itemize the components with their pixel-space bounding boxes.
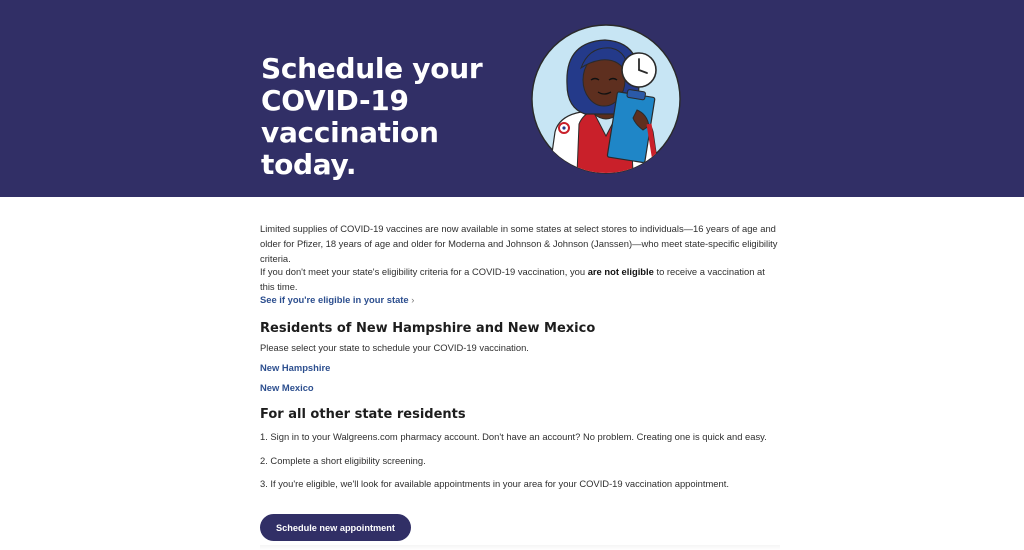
step-screening: 2. Complete a short eligibility screening. <box>260 455 426 466</box>
state-link-new-hampshire[interactable]: New Hampshire <box>260 362 331 373</box>
footer-shadow <box>260 545 780 550</box>
state-link-new-mexico[interactable]: New Mexico <box>260 382 314 393</box>
eligibility-notice-text: If you don't meet your state's eligibility criteria for a COVID-19 vaccination, you <box>260 266 588 277</box>
page-title <box>261 53 531 181</box>
pharmacist-illustration-icon <box>531 24 681 174</box>
intro-paragraph: Limited supplies of COVID-19 vaccines are now available in some states at select stores to individuals—16 years of age and older for Pfizer, 18 years of age and older for Moderna and Johnson & Johnson (Janssen)—who meet state-specific eligibility criteria. <box>260 223 778 264</box>
page-title-line-2: COVID-19 <box>261 84 409 117</box>
hero-banner <box>0 0 1024 197</box>
eligibility-notice <box>260 264 780 294</box>
schedule-appointment-button[interactable]: Schedule new appointment <box>260 514 411 541</box>
page-title-line-3: vaccination today. <box>261 116 439 181</box>
eligibility-notice-text-end: to receive a vaccination at this time. <box>260 266 765 292</box>
not-eligible-emphasis: are not eligible <box>587 266 654 277</box>
other-residents-heading: For all other state residents <box>260 407 466 422</box>
page-title-line-1: Schedule your <box>261 52 483 85</box>
eligibility-link[interactable] <box>260 293 414 307</box>
state-select-instruction: Please select your state to schedule your COVID-19 vaccination. <box>260 342 529 353</box>
step-sign-in: 1. Sign in to your Walgreens.com pharmacy account. Don't have an account? No problem. Creating one is quick and easy. <box>260 431 767 442</box>
chevron-right-icon: › <box>411 294 415 305</box>
step-appointments: 3. If you're eligible, we'll look for available appointments in your area for your COVID-19 vaccination appointment. <box>260 478 729 489</box>
eligibility-link-label: See if you're eligible in your state <box>260 294 409 305</box>
residents-heading: Residents of New Hampshire and New Mexico <box>260 321 596 336</box>
